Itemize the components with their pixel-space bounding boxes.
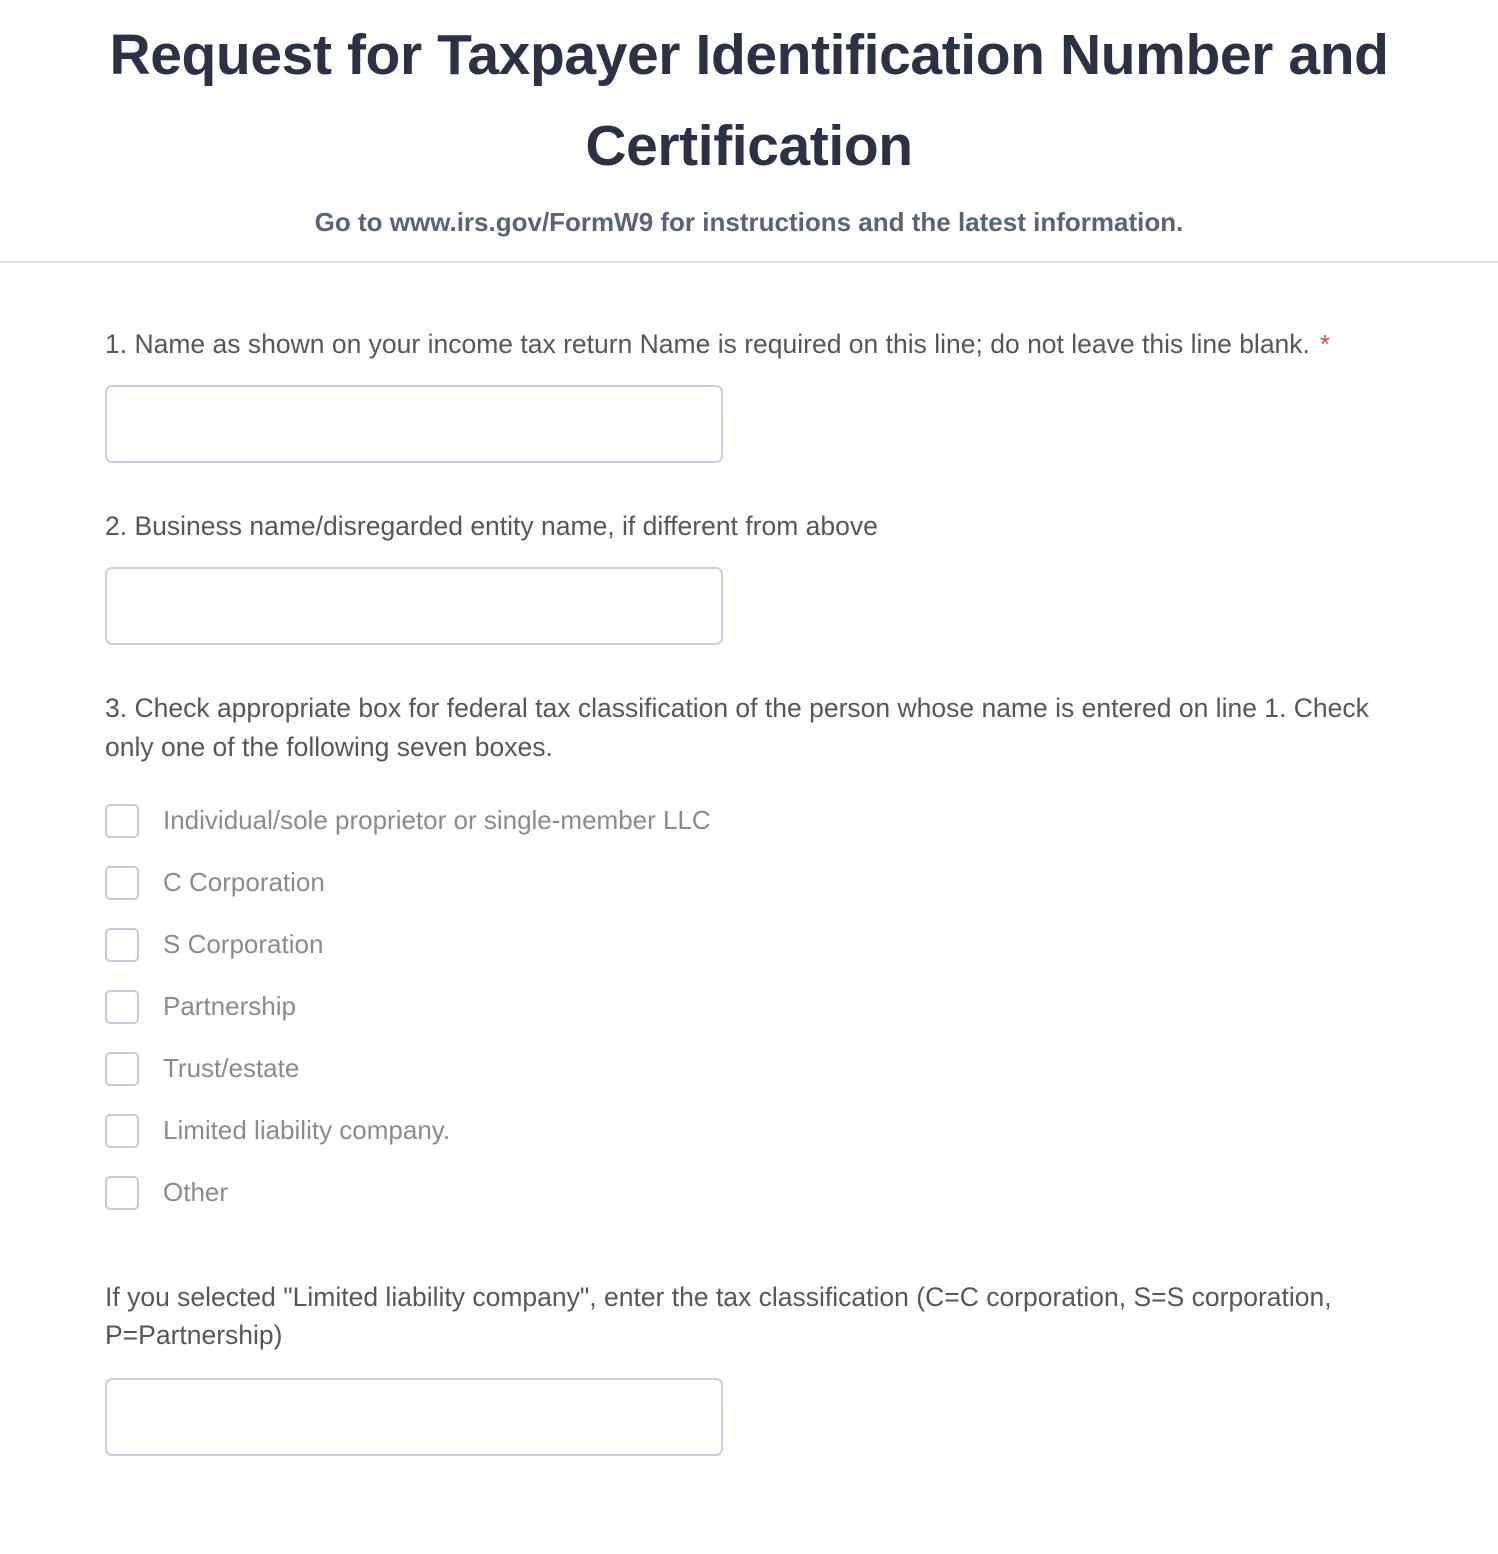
checkbox-label[interactable]: Partnership	[163, 991, 296, 1022]
field-label-name	[105, 325, 1380, 363]
checkbox-icon[interactable]	[105, 1052, 139, 1086]
field-label-name-text: 1. Name as shown on your income tax return Name is required on this line; do not leave this line blank.	[105, 328, 1310, 359]
field-business-name-block	[0, 507, 1498, 645]
page-title: Request for Taxpayer Identification Number and Certification	[109, 23, 1389, 179]
checkbox-icon[interactable]	[105, 990, 139, 1024]
checkbox-icon[interactable]	[105, 928, 139, 962]
checkbox-row[interactable]	[105, 1162, 1393, 1224]
form-body	[0, 263, 1498, 1456]
checkbox-label[interactable]: Limited liability company.	[163, 1115, 451, 1146]
checkbox-label[interactable]: Individual/sole proprietor or single-member LLC	[163, 805, 711, 836]
checkbox-icon[interactable]	[105, 866, 139, 900]
checkbox-row[interactable]	[105, 1100, 1393, 1162]
checkbox-label[interactable]: Trust/estate	[163, 1053, 300, 1084]
checkbox-label[interactable]: S Corporation	[163, 929, 324, 960]
checkbox-row[interactable]	[105, 914, 1393, 976]
field-label-llc-classification: If you selected "Limited liability company", enter the tax classification (C=C corporation, S=S corporation, P=Partnership)	[105, 1281, 1332, 1350]
field-tax-classification-block	[0, 689, 1498, 765]
field-llc-classification-block	[0, 1278, 1498, 1456]
checkbox-icon[interactable]	[105, 1176, 139, 1210]
checkbox-row[interactable]	[105, 1038, 1393, 1100]
form-subtitle-instructions: Go to www.irs.gov/FormW9 for instructions and the latest information.	[314, 207, 1184, 238]
name-input[interactable]	[105, 385, 723, 463]
checkbox-icon[interactable]	[105, 1114, 139, 1148]
form-header	[0, 0, 1498, 263]
required-asterisk-icon: *	[1319, 328, 1331, 359]
llc-classification-input[interactable]	[105, 1378, 723, 1456]
checkbox-label[interactable]: Other	[163, 1177, 229, 1208]
tax-classification-checkbox-group	[0, 790, 1498, 1224]
field-label-tax-classification: 3. Check appropriate box for federal tax classification of the person whose name is entered on line 1. Check only one of the following seven boxes.	[105, 693, 1369, 762]
field-name-block	[0, 325, 1498, 463]
checkbox-row[interactable]	[105, 790, 1393, 852]
checkbox-row[interactable]	[105, 976, 1393, 1038]
business-name-input[interactable]	[105, 567, 723, 645]
checkbox-icon[interactable]	[105, 804, 139, 838]
field-label-business-name: 2. Business name/disregarded entity name, if different from above	[105, 511, 878, 542]
checkbox-label[interactable]: C Corporation	[163, 867, 325, 898]
checkbox-row[interactable]	[105, 852, 1393, 914]
